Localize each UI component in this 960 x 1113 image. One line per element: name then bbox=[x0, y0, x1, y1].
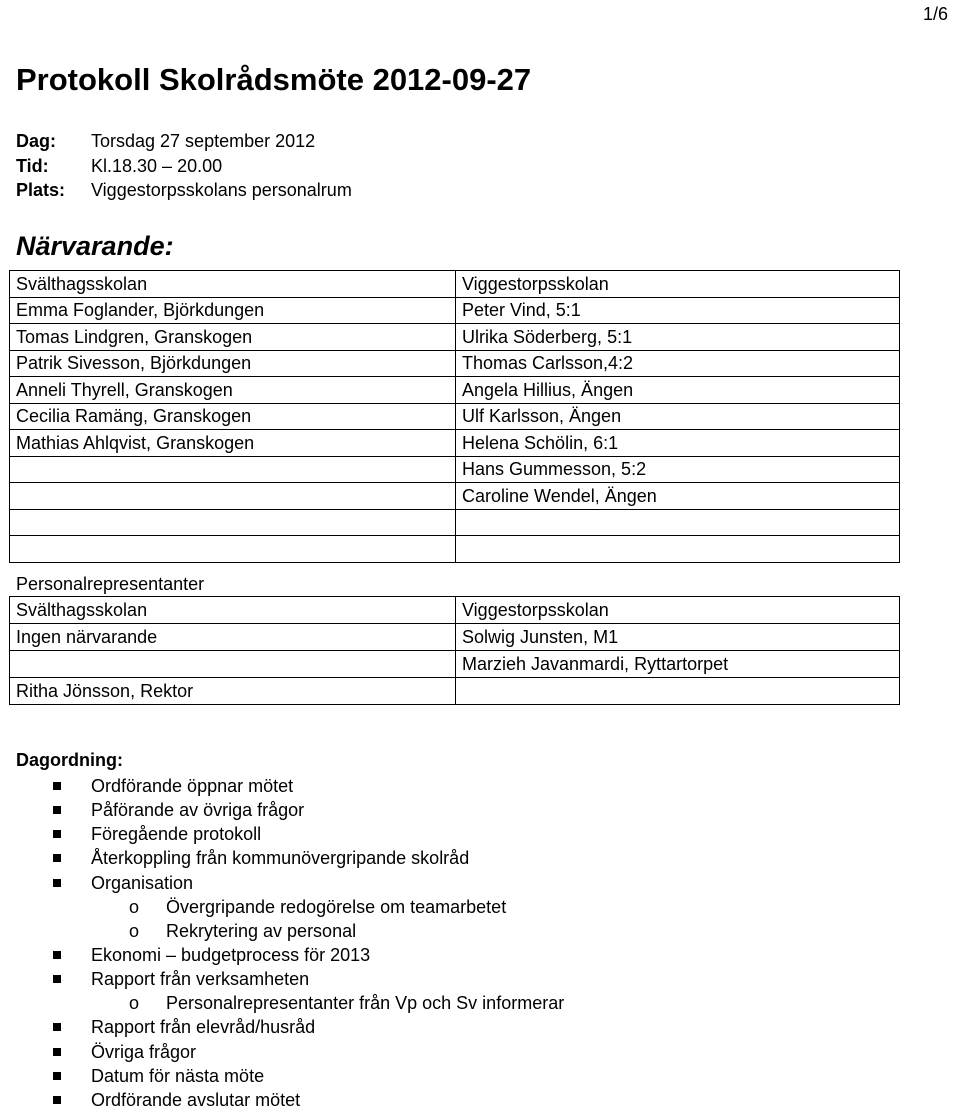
table-cell: Ingen närvarande bbox=[10, 624, 456, 651]
table-row bbox=[10, 483, 900, 510]
meeting-time-row bbox=[16, 154, 352, 179]
square-bullet-icon bbox=[53, 1096, 61, 1104]
table-cell: Tomas Lindgren, Granskogen bbox=[10, 324, 456, 351]
square-bullet-icon bbox=[53, 830, 61, 838]
table-cell: Patrik Sivesson, Björkdungen bbox=[10, 350, 456, 377]
table-row bbox=[10, 509, 900, 536]
agenda-item bbox=[0, 871, 564, 895]
page-number: 1/6 bbox=[922, 4, 948, 24]
square-bullet-icon bbox=[53, 879, 61, 887]
agenda-item bbox=[0, 774, 564, 798]
table-row bbox=[10, 377, 900, 404]
table-cell bbox=[456, 678, 900, 705]
agenda-item-text: Övergripande redogörelse om teamarbetet bbox=[166, 896, 507, 917]
meta-value: Kl.18.30 – 20.00 bbox=[91, 155, 223, 176]
table-row bbox=[10, 430, 900, 457]
table-row bbox=[10, 271, 900, 298]
square-bullet-icon bbox=[53, 782, 61, 790]
table-row bbox=[10, 678, 900, 705]
table-row bbox=[10, 651, 900, 678]
table-row bbox=[10, 456, 900, 483]
table-cell: Marzieh Javanmardi, Ryttartorpet bbox=[456, 651, 900, 678]
agenda-item bbox=[0, 1064, 564, 1088]
agenda-item bbox=[0, 967, 564, 991]
agenda-item bbox=[0, 822, 564, 846]
agenda-item-text: Rekrytering av personal bbox=[166, 920, 357, 941]
meta-value: Viggestorpsskolans personalrum bbox=[91, 180, 352, 200]
agenda-item bbox=[0, 919, 564, 943]
circle-bullet-icon: o bbox=[129, 920, 140, 941]
square-bullet-icon bbox=[53, 806, 61, 814]
table-cell: Svälthagsskolan bbox=[10, 597, 456, 624]
agenda-item bbox=[0, 798, 564, 822]
table-cell: Hans Gummesson, 5:2 bbox=[456, 456, 900, 483]
agenda-item bbox=[0, 1015, 564, 1039]
agenda-item bbox=[0, 895, 564, 919]
present-heading: Närvarande: bbox=[16, 231, 174, 261]
meeting-place-row bbox=[16, 178, 352, 203]
staff-representatives-label: Personalrepresentanter bbox=[16, 574, 205, 594]
table-cell bbox=[456, 509, 900, 536]
square-bullet-icon bbox=[53, 854, 61, 862]
table-cell: Ulf Karlsson, Ängen bbox=[456, 403, 900, 430]
meeting-details bbox=[16, 129, 352, 203]
meta-value: Torsdag 27 september 2012 bbox=[91, 131, 316, 151]
agenda-item-text: Föregående protokoll bbox=[91, 824, 262, 845]
agenda-item bbox=[0, 1040, 564, 1064]
table-cell: Viggestorpsskolan bbox=[456, 271, 900, 298]
attendance-table bbox=[9, 270, 900, 563]
circle-bullet-icon: o bbox=[129, 896, 140, 917]
agenda-list bbox=[0, 774, 564, 1112]
square-bullet-icon bbox=[53, 975, 61, 983]
meta-label: Plats: bbox=[16, 180, 66, 200]
table-cell: Ritha Jönsson, Rektor bbox=[10, 678, 456, 705]
table-row bbox=[10, 597, 900, 624]
meeting-day-row bbox=[16, 129, 352, 154]
square-bullet-icon bbox=[53, 1048, 61, 1056]
table-cell: Angela Hillius, Ängen bbox=[456, 377, 900, 404]
agenda-item-text: Ekonomi – budgetprocess för 2013 bbox=[91, 945, 371, 966]
meta-label: Tid: bbox=[16, 155, 49, 176]
square-bullet-icon bbox=[53, 1023, 61, 1031]
agenda-item-text: Rapport från verksamheten bbox=[91, 969, 310, 990]
table-cell: Ulrika Söderberg, 5:1 bbox=[456, 324, 900, 351]
table-row bbox=[10, 624, 900, 651]
meta-label: Dag: bbox=[16, 131, 56, 151]
table-cell: Solwig Junsten, M1 bbox=[456, 624, 900, 651]
table-cell: Caroline Wendel, Ängen bbox=[456, 483, 900, 510]
table-cell: Anneli Thyrell, Granskogen bbox=[10, 377, 456, 404]
table-cell: Helena Schölin, 6:1 bbox=[456, 430, 900, 457]
table-cell: Viggestorpsskolan bbox=[456, 597, 900, 624]
table-cell: Peter Vind, 5:1 bbox=[456, 297, 900, 324]
table-row bbox=[10, 536, 900, 563]
agenda-item-text: Påförande av övriga frågor bbox=[91, 800, 305, 821]
agenda-item-text: Övriga frågor bbox=[91, 1041, 197, 1062]
agenda-item bbox=[0, 991, 564, 1015]
agenda-item-text: Datum för nästa möte bbox=[91, 1065, 265, 1086]
table-cell: Thomas Carlsson,4:2 bbox=[456, 350, 900, 377]
agenda-item-text: Personalrepresentanter från Vp och Sv informerar bbox=[166, 993, 565, 1014]
table-row bbox=[10, 403, 900, 430]
square-bullet-icon bbox=[53, 951, 61, 959]
table-cell: Emma Foglander, Björkdungen bbox=[10, 297, 456, 324]
agenda-item-text: Ordförande avslutar mötet bbox=[91, 1089, 301, 1110]
agenda-heading: Dagordning: bbox=[16, 750, 123, 770]
agenda-item bbox=[0, 1088, 564, 1112]
table-cell bbox=[10, 509, 456, 536]
table-row bbox=[10, 297, 900, 324]
square-bullet-icon bbox=[53, 1072, 61, 1080]
table-cell: Cecilia Ramäng, Granskogen bbox=[10, 403, 456, 430]
table-cell bbox=[10, 536, 456, 563]
circle-bullet-icon: o bbox=[129, 993, 140, 1014]
table-row bbox=[10, 350, 900, 377]
table-cell bbox=[10, 456, 456, 483]
table-cell bbox=[456, 536, 900, 563]
agenda-item-text: Organisation bbox=[91, 872, 194, 893]
agenda-item bbox=[0, 846, 564, 870]
agenda-item bbox=[0, 943, 564, 967]
agenda-item-text: Återkoppling från kommunövergripande skolråd bbox=[91, 848, 470, 869]
table-cell bbox=[10, 483, 456, 510]
agenda-item-text: Ordförande öppnar mötet bbox=[91, 776, 294, 797]
table-cell: Mathias Ahlqvist, Granskogen bbox=[10, 430, 456, 457]
document-title: Protokoll Skolrådsmöte 2012-09-27 bbox=[16, 62, 532, 97]
table-cell bbox=[10, 651, 456, 678]
table-cell: Svälthagsskolan bbox=[10, 271, 456, 298]
agenda-item-text: Rapport från elevråd/husråd bbox=[91, 1017, 316, 1038]
staff-representatives-table bbox=[9, 596, 900, 705]
table-row bbox=[10, 324, 900, 351]
